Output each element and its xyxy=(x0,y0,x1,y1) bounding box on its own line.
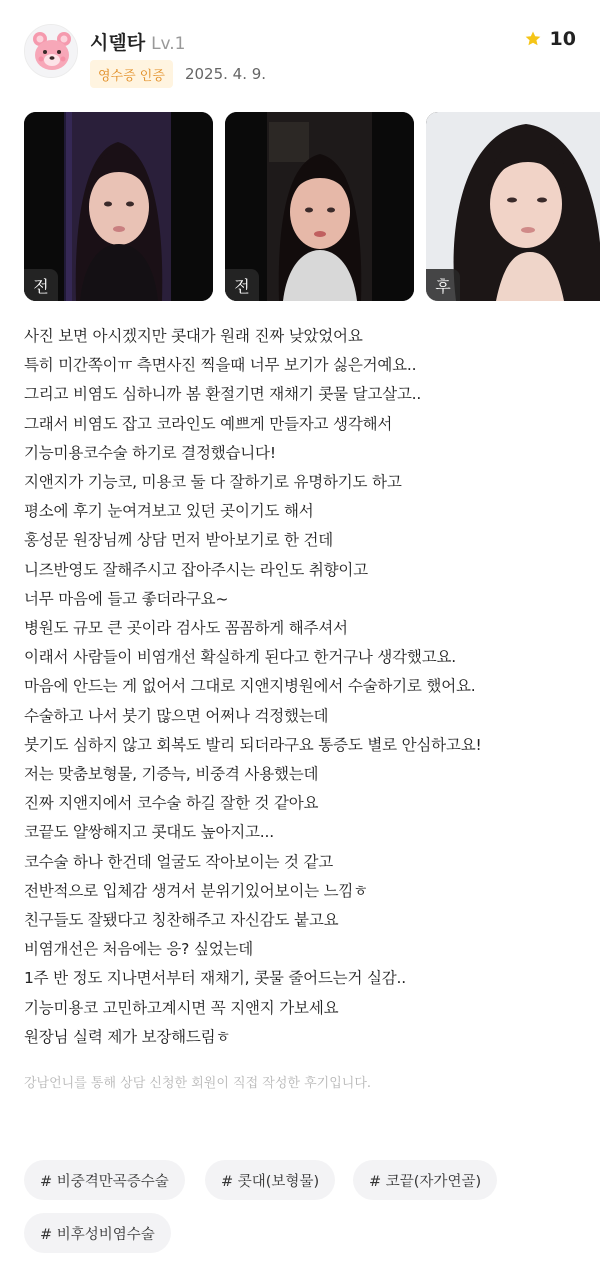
review-line: 병원도 규모 큰 곳이라 검사도 꼼꼼하게 해주셔서 xyxy=(24,619,348,638)
review-line: 저는 맞춤보형물, 기증늑, 비중격 사용했는데 xyxy=(24,765,319,784)
user-level: Lv.1 xyxy=(151,34,186,54)
receipt-verified-badge: 영수증 인증 xyxy=(90,60,173,88)
review-line: 평소에 후기 눈여겨보고 있던 곳이기도 해서 xyxy=(24,502,314,521)
review-line: 수술하고 나서 붓기 많으면 어쩌나 걱정했는데 xyxy=(24,706,329,725)
rating-value: 10 xyxy=(549,28,576,50)
photo-tag-before: 전 xyxy=(225,269,259,301)
review-line: 사진 보면 아시겠지만 콧대가 원래 진짜 낮았었어요 xyxy=(24,327,363,345)
review-line: 이래서 사람들이 비염개선 확실하게 된다고 한거구나 생각했고요. xyxy=(24,648,456,667)
meta-row xyxy=(90,60,266,88)
photo-tag-before: 전 xyxy=(24,269,58,301)
review-line: 니즈반영도 잘해주시고 잡아주시는 라인도 취향이고 xyxy=(24,560,368,579)
review-disclaimer: 강남언니를 통해 상담 신청한 회원이 직접 작성한 후기입니다. xyxy=(24,1076,372,1091)
review-line: 홍성문 원장님께 상담 먼저 받아보기로 한 건데 xyxy=(24,531,334,550)
review-line: 기능미용코수술 하기로 결정했습니다! xyxy=(24,443,276,462)
review-header xyxy=(24,22,576,88)
review-body xyxy=(24,322,584,1052)
review-line: 1주 반 정도 지나면서부터 재채기, 콧물 줄어드는거 실감.. xyxy=(24,969,406,988)
rating xyxy=(524,28,576,50)
tag-chip[interactable]: # 코끝(자가연골) xyxy=(353,1160,497,1200)
username-row xyxy=(90,28,186,52)
review-date: 2025. 4. 9. xyxy=(184,65,267,83)
review-line: 지앤지가 기능코, 미용코 둘 다 잘하기로 유명하기도 하고 xyxy=(24,473,402,492)
tag-chip[interactable]: # 콧대(보형물) xyxy=(205,1160,335,1200)
review-line: 코끝도 얄쌍해지고 콧대도 높아지고... xyxy=(24,823,274,842)
review-line: 친구들도 잘됐다고 칭찬해주고 자신감도 붙고요 xyxy=(24,911,339,930)
review-line: 마음에 안드는 게 없어서 그대로 지앤지병원에서 수술하기로 했어요. xyxy=(24,677,476,696)
review-line: 그래서 비염도 잡고 코라인도 예쁘게 만들자고 생각해서 xyxy=(24,414,393,433)
before-photo-1[interactable] xyxy=(24,112,213,301)
review-line: 비염개선은 처음에는 응? 싶었는데 xyxy=(24,940,254,959)
bear-avatar-icon xyxy=(25,25,78,78)
review-line: 전반적으로 입체감 생겨서 분위기있어보이는 느낌ㅎ xyxy=(24,881,368,900)
avatar[interactable] xyxy=(24,24,78,78)
after-photo[interactable] xyxy=(426,112,600,301)
review-line: 그리고 비염도 심하니까 봄 환절기면 재채기 콧물 달고살고.. xyxy=(24,385,422,404)
star-icon xyxy=(524,30,542,48)
review-line: 원장님 실력 제가 보장해드림ㅎ xyxy=(24,1027,231,1046)
photo-carousel[interactable] xyxy=(24,112,600,302)
review-line: 코수술 하나 한건데 얼굴도 작아보이는 것 같고 xyxy=(24,852,334,871)
review-line: 기능미용코 고민하고계시면 꼭 지앤지 가보세요 xyxy=(24,998,339,1017)
tag-chip[interactable]: # 비후성비염수술 xyxy=(24,1213,171,1253)
before-photo-2[interactable] xyxy=(225,112,414,301)
tag-chip[interactable]: # 비중격만곡증수술 xyxy=(24,1160,185,1200)
review-line: 붓기도 심하지 않고 회복도 발리 되더라구요 통증도 별로 안심하고요! xyxy=(24,735,482,754)
photo-tag-after: 후 xyxy=(426,269,460,301)
review-line: 너무 마음에 들고 좋더라구요~ xyxy=(24,589,229,608)
username[interactable]: 시델타 xyxy=(90,32,146,54)
review-line: 특히 미간쪽이ㅠ 측면사진 찍을때 너무 보기가 싫은거예요.. xyxy=(24,356,417,375)
review-line: 진짜 지앤지에서 코수술 하길 잘한 것 같아요 xyxy=(24,794,319,813)
